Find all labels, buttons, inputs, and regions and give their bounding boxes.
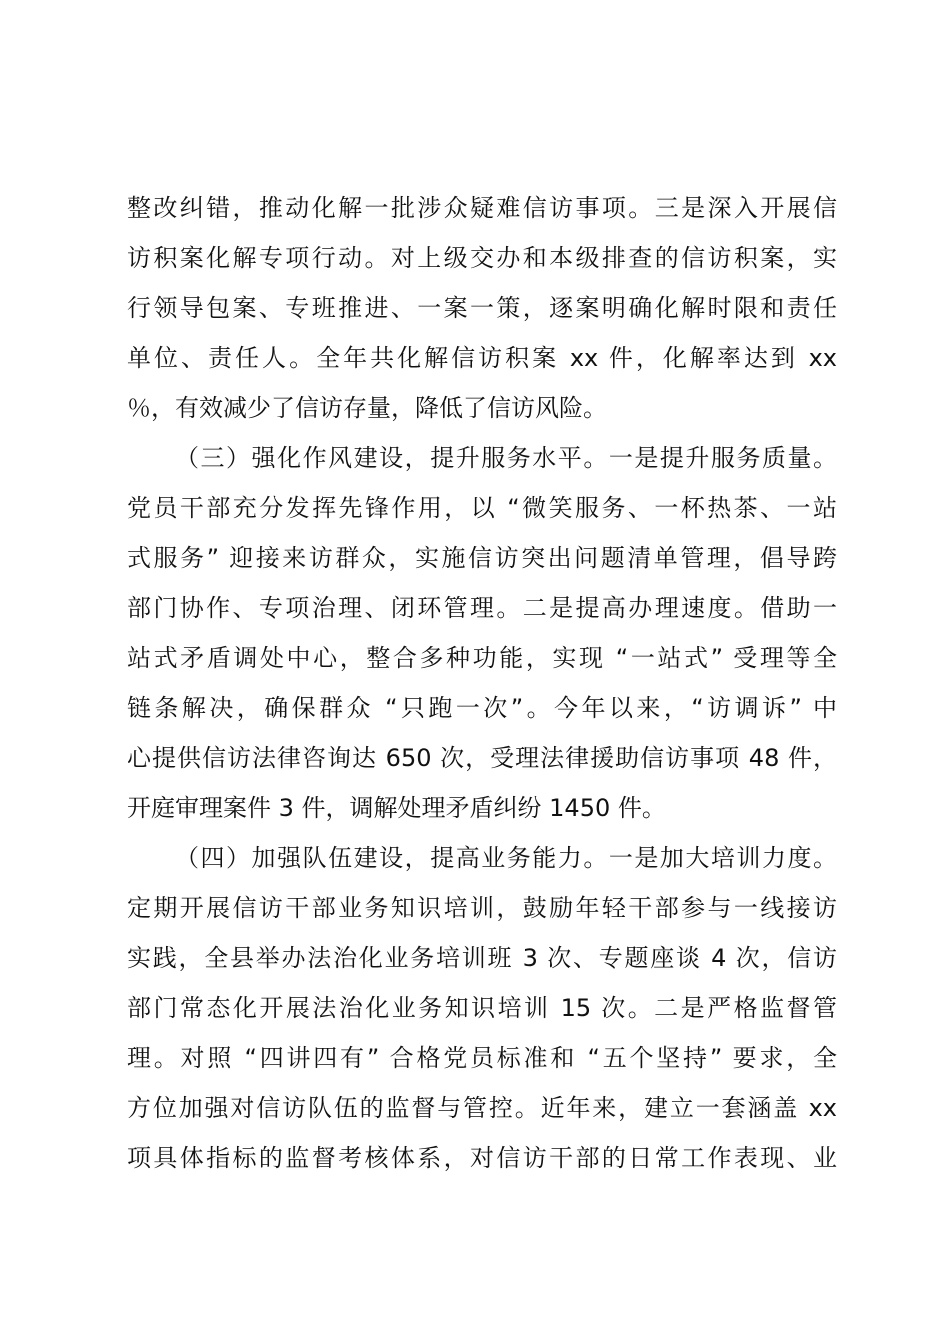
text-line: ％，有效减少了信访存量，降低了信访风险。: [127, 394, 607, 422]
text-line: 方位加强对信访队伍的监督与管控。近年来，建立一套涵盖 xx: [127, 1094, 837, 1122]
section-heading-line: （四）加强队伍建设，提高业务能力。一是加大培训力度。: [175, 844, 837, 872]
text-line: 定期开展信访干部业务知识培训，鼓励年轻干部参与一线接访: [127, 894, 837, 922]
text-line: 行领导包案、专班推进、一案一策，逐案明确化解时限和责任: [127, 294, 837, 322]
text-line: 心提供信访法律咨询达 650 次，受理法律援助信访事项 48 件，: [127, 744, 837, 772]
text-line: 部门协作、专项治理、闭环管理。二是提高办理速度。借助一: [127, 594, 837, 622]
text-line: 项具体指标的监督考核体系，对信访干部的日常工作表现、业: [127, 1144, 837, 1172]
text-line: 站式矛盾调处中心，整合多种功能，实现 “一站式” 受理等全: [127, 644, 837, 672]
text-line: 党员干部充分发挥先锋作用，以 “微笑服务、一杯热茶、一站: [127, 494, 837, 522]
text-line: 实践，全县举办法治化业务培训班 3 次、专题座谈 4 次，信访: [127, 944, 837, 972]
text-line: 访积案化解专项行动。对上级交办和本级排查的信访积案，实: [127, 244, 837, 272]
text-line: 开庭审理案件 3 件，调解处理矛盾纠纷 1450 件。: [127, 794, 666, 822]
text-line: 部门常态化开展法治化业务知识培训 15 次。二是严格监督管: [127, 994, 837, 1022]
text-line: 式服务” 迎接来访群众，实施信访突出问题清单管理，倡导跨: [127, 544, 837, 572]
text-line: 单位、责任人。全年共化解信访积案 xx 件，化解率达到 xx: [127, 344, 837, 372]
text-line: 整改纠错，推动化解一批涉众疑难信访事项。三是深入开展信: [127, 194, 837, 222]
text-line: 链条解决，确保群众 “只跑一次”。今年以来，“访调诉” 中: [127, 694, 837, 722]
text-line: 理。对照 “四讲四有” 合格党员标准和 “五个坚持” 要求，全: [127, 1044, 837, 1072]
document-body: [127, 183, 837, 1183]
section-heading-line: （三）强化作风建设，提升服务水平。一是提升服务质量。: [175, 444, 837, 472]
